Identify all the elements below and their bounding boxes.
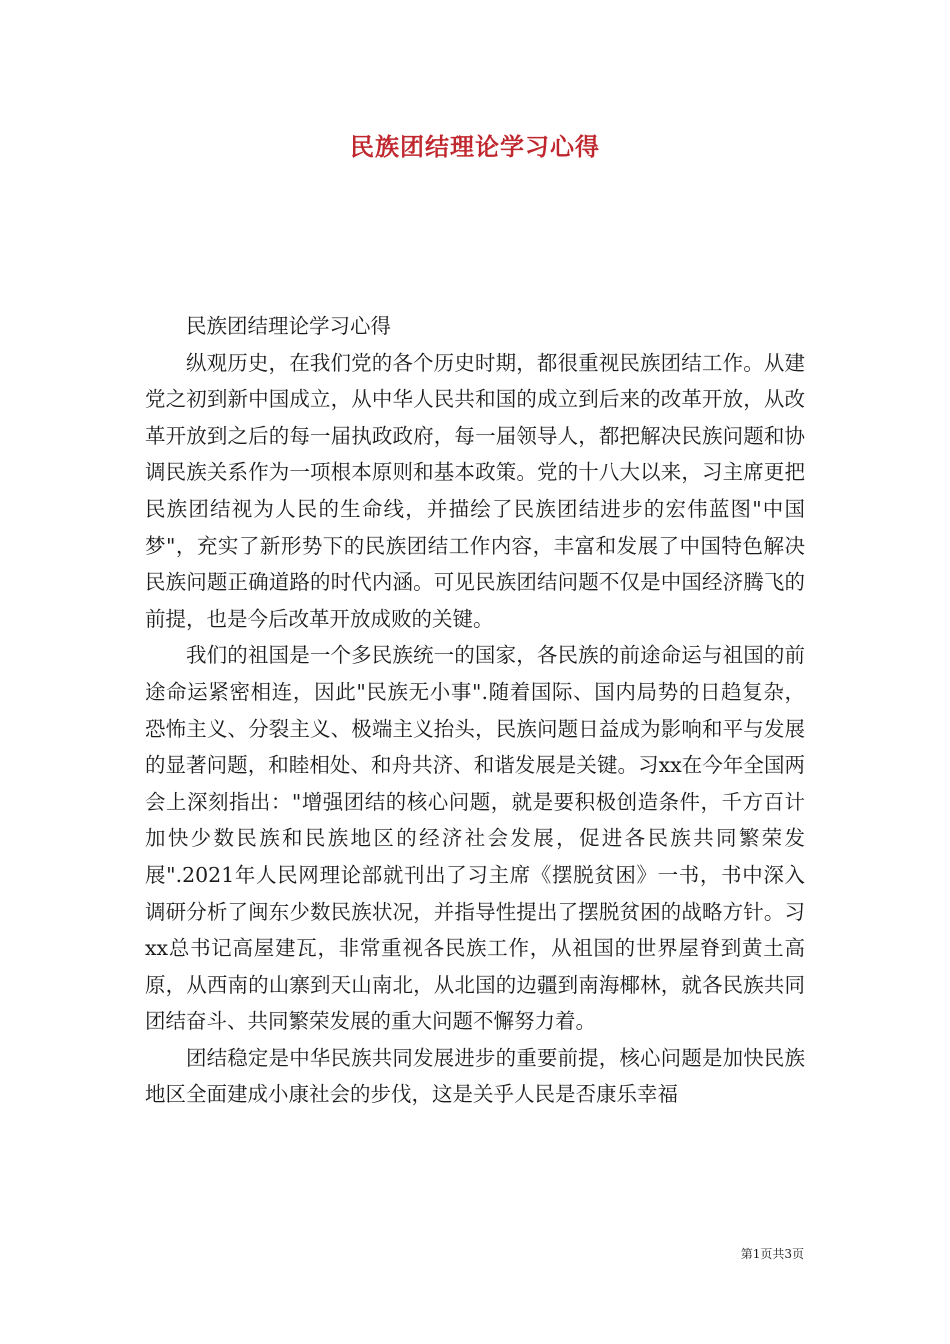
- body-paragraph: 纵观历史，在我们党的各个历史时期，都很重视民族团结工作。从建党之初到新中国成立，从中华人民共和国的成立到后来的改革开放，从改革开放到之后的每一届执政政府，每一届领导人，都把解决民族问题和协调民族关系作为一项根本原则和基本政策。党的十八大以来，习主席更把民族团结视为人民的生命线，并描绘了民族团结进步的宏伟蓝图"中国梦"，充实了新形势下的民族团结工作内容，丰富和发展了中国特色解决民族问题正确道路的时代内涵。可见民族团结问题不仅是中国经济腾飞的前提，也是今后改革开放成败的关键。: [145, 350, 805, 631]
- body-paragraph: 我们的祖国是一个多民族统一的国家，各民族的前途命运与祖国的前途命运紧密相连，因此"民族无小事".随着国际、国内局势的日趋复杂，恐怖主义、分裂主义、极端主义抬头，民族问题日益成为影响和平与发展的显著问题，和睦相处、和舟共济、和谐发展是关键。习xx在今年全国两会上深刻指出："增强团结的核心问题，就是要积极创造条件，千方百计加快少数民族和民族地区的经济社会发展，促进各民族共同繁荣发展".2021年人民网理论部就刊出了习主席《摆脱贫困》一书，书中深入调研分析了闽东少数民族状况，并指导性提出了摆脱贫困的战略方针。习xx总书记高屋建瓦，非常重视各民族工作，从祖国的世界屋脊到黄土高原，从西南的山寨到天山南北，从北国的边疆到南海椰林，就各民族共同团结奋斗、共同繁荣发展的重大问题不懈努力着。: [145, 643, 805, 1034]
- document-title: 民族团结理论学习心得: [350, 132, 600, 161]
- body-paragraph: 团结稳定是中华民族共同发展进步的重要前提，核心问题是加快民族地区全面建成小康社会的步伐，这是关乎人民是否康乐幸福: [145, 1045, 805, 1107]
- document-body: [145, 308, 805, 1113]
- body-paragraph-heading: 民族团结理论学习心得: [186, 314, 391, 338]
- page-indicator: 第1页共3页: [740, 1247, 804, 1261]
